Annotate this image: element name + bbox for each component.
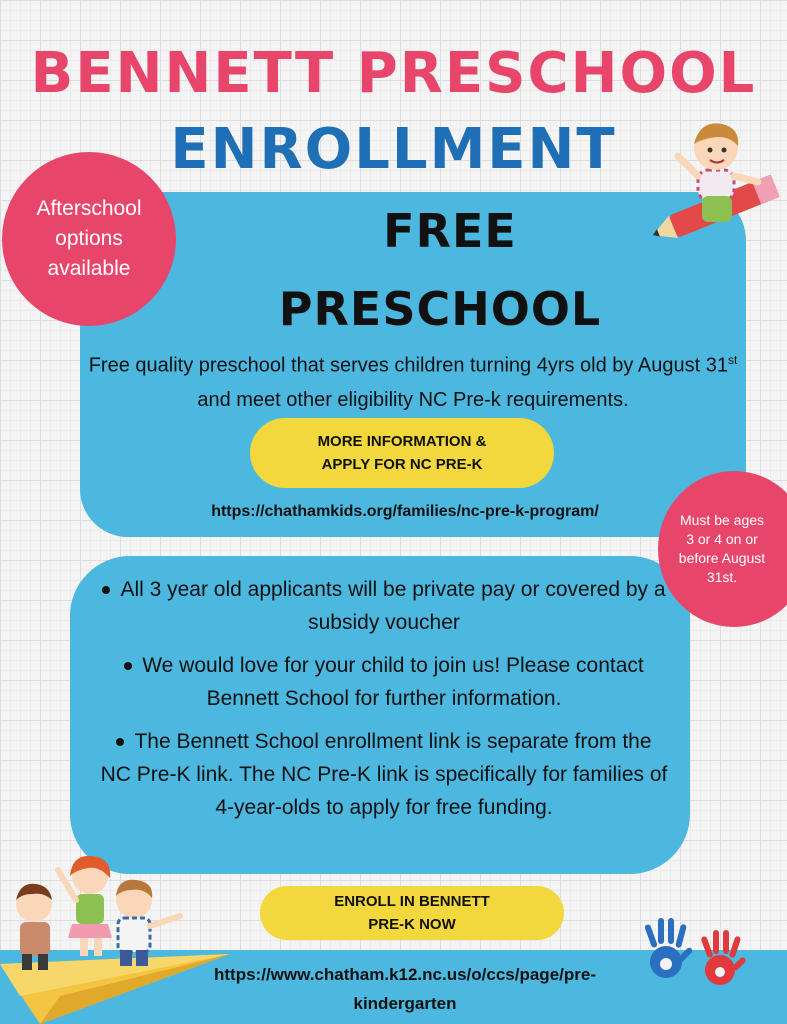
handprints-icon — [636, 912, 756, 996]
enrollment-link-line-2: kindergarten — [353, 994, 457, 1013]
bullet-icon — [116, 738, 124, 746]
afterschool-line-2: options — [55, 227, 123, 250]
free-preschool-description — [80, 343, 746, 417]
enrollment-link-line-1: https://www.chatham.k12.nc.us/o/ccs/page/pre- — [214, 965, 596, 984]
more-info-apply-button[interactable] — [250, 418, 554, 488]
ages-line-3: before August — [678, 550, 766, 566]
bullet-icon — [102, 586, 110, 594]
info-button-label-2: APPLY FOR NC PRE-K — [321, 456, 483, 473]
list-item — [100, 573, 668, 639]
title-line-2: ENROLLMENT — [170, 117, 617, 182]
enroll-button-label-2: PRE-K NOW — [368, 916, 456, 933]
description-superscript: st — [727, 353, 738, 367]
bullet-icon — [124, 662, 132, 670]
list-item-text: The Bennett School enrollment link is separate from the NC Pre-K link. The NC Pre-K link is specifically for families of 4-year-olds to apply for free funding. — [100, 730, 668, 819]
details-list — [100, 573, 668, 834]
description-text-1: Free quality preschool that serves children turning 4yrs old by August 31 — [88, 354, 728, 377]
list-item — [100, 725, 668, 824]
enrollment-link[interactable] — [170, 960, 640, 1018]
list-item-text: All 3 year old applicants will be private pay or covered by a subsidy voucher — [120, 578, 666, 634]
afterschool-badge — [2, 152, 176, 326]
list-item-text: We would love for your child to join us! Please contact Bennett School for further information. — [142, 654, 644, 710]
list-item — [100, 649, 668, 715]
boy-on-pencil-icon — [640, 100, 787, 250]
preschool-heading: PRESCHOOL — [278, 282, 602, 336]
enroll-bennett-button[interactable] — [260, 886, 564, 940]
info-button-label-1: MORE INFORMATION & — [317, 433, 487, 450]
ages-line-4: 31st. — [706, 569, 738, 585]
title-line-1: BENNETT PRESCHOOL — [30, 41, 757, 106]
ages-line-2: 3 or 4 on or — [686, 531, 758, 547]
description-text-2: and meet other eligibility NC Pre-k requirements. — [197, 388, 629, 411]
afterschool-line-3: available — [47, 257, 131, 280]
nc-pre-k-link[interactable]: https://chathamkids.org/families/nc-pre-k-program/ — [211, 503, 599, 520]
enroll-button-label-1: ENROLL IN BENNETT — [334, 893, 490, 910]
free-heading: FREE — [383, 204, 517, 258]
ages-line-1: Must be ages — [679, 512, 765, 528]
afterschool-line-1: Afterschool — [36, 197, 142, 220]
